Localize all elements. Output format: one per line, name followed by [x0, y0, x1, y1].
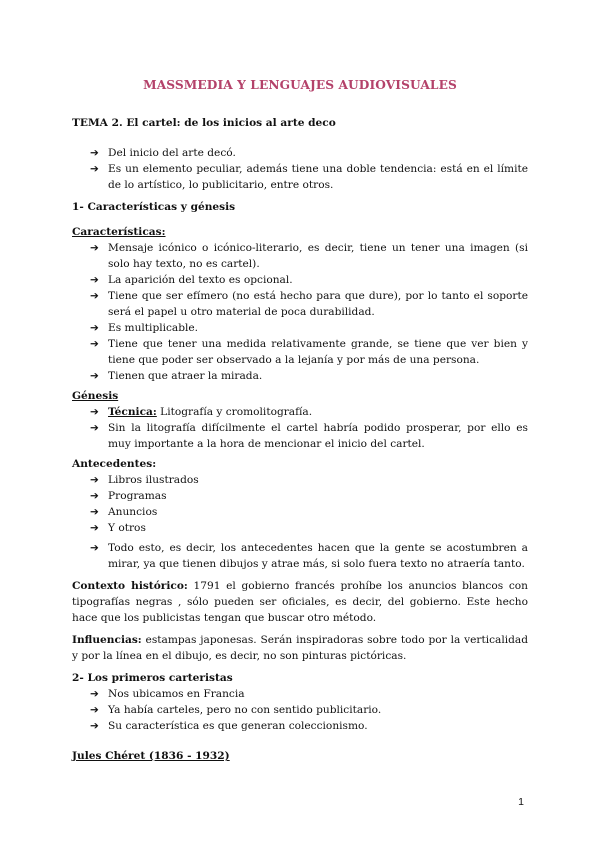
intro-list	[72, 145, 528, 193]
list-item: ➔ Todo esto, es decir, los antecedentes hacen que la gente se acostumbren a mirar, ya que tienen dibujos y atrae más, si solo fuera texto no atraería tanto.	[90, 542, 528, 570]
list-item: ➔ Nos ubicamos en Francia	[90, 688, 245, 700]
page-number: 1	[518, 796, 524, 808]
arrow-icon: ➔	[90, 422, 99, 434]
section-heading-1: 1- Características y génesis	[72, 201, 236, 213]
cheret-heading: Jules Chéret (1836 - 1932)	[72, 750, 230, 762]
arrow-icon: ➔	[90, 522, 99, 534]
list-item: ➔ Del inicio del arte decó.	[90, 147, 236, 159]
influencias-paragraph: Influencias: estampas japonesas. Serán inspiradoras sobre todo por la verticalidad y por la línea en el dibujo, es decir, no son pinturas pictóricas.	[72, 634, 528, 662]
antecedentes-heading: Antecedentes:	[72, 458, 157, 470]
list-item: ➔ Es multiplicable.	[90, 322, 199, 334]
list-item: ➔ Tiene que ser efímero (no está hecho para que dure), por lo tanto el soporte será el papel u otro material de poca durabilidad.	[90, 290, 528, 318]
list-item: ➔ Anuncios	[90, 506, 158, 518]
list-item: ➔ Y otros	[90, 522, 146, 534]
arrow-icon: ➔	[90, 406, 99, 418]
list-item: ➔ Mensaje icónico o icónico-literario, es decir, tiene un tener una imagen (si solo hay texto, no es cartel).	[90, 242, 528, 270]
list-item: ➔ Técnica: Litografía y cromolitografía.	[90, 406, 313, 418]
arrow-icon: ➔	[90, 147, 99, 159]
list-item: ➔ Su característica es que generan coleccionismo.	[90, 720, 368, 732]
list-item: ➔ Sin la litografía difícilmente el cartel habría podido prosperar, por ello es muy importante a la hora de mencionar el inicio del cartel.	[90, 422, 528, 450]
tecnica-label: Técnica:	[108, 406, 157, 418]
arrow-icon: ➔	[90, 720, 99, 732]
genesis-list	[72, 404, 528, 452]
arrow-icon: ➔	[90, 242, 99, 254]
arrow-icon: ➔	[90, 704, 99, 716]
caracteristicas-list	[72, 240, 528, 384]
contexto-label: Contexto histórico:	[72, 580, 188, 592]
arrow-icon: ➔	[90, 490, 99, 502]
section-heading-2: 2- Los primeros carteristas	[72, 672, 233, 684]
document-title: MASSMEDIA Y LENGUAJES AUDIOVISUALES	[143, 78, 457, 92]
arrow-icon: ➔	[90, 370, 99, 382]
list-item: ➔ Tienen que atraer la mirada.	[90, 370, 263, 382]
arrow-icon: ➔	[90, 274, 99, 286]
arrow-icon: ➔	[90, 322, 99, 334]
list-item: ➔ Libros ilustrados	[90, 474, 199, 486]
arrow-icon: ➔	[90, 338, 99, 350]
tema-heading: TEMA 2. El cartel: de los inicios al arte deco	[72, 117, 336, 129]
list-item: ➔ Es un elemento peculiar, además tiene una doble tendencia: está en el límite de lo artístico, lo publicitario, entre otros.	[90, 163, 528, 191]
caracteristicas-heading: Características:	[72, 226, 166, 238]
arrow-icon: ➔	[90, 474, 99, 486]
contexto-paragraph: Contexto histórico: 1791 el gobierno francés prohíbe los anuncios blancos con tipografías negras , sólo pueden ser oficiales, es decir, del gobierno. Este hecho hace que los publicistas tengan que buscar otro método.	[72, 580, 528, 624]
arrow-icon: ➔	[90, 163, 99, 175]
antecedentes-list	[72, 472, 528, 572]
document-body	[72, 115, 528, 764]
arrow-icon: ➔	[90, 290, 99, 302]
list-item: ➔ Programas	[90, 490, 167, 502]
arrow-icon: ➔	[90, 688, 99, 700]
list-item: ➔ Ya había carteles, pero no con sentido publicitario.	[90, 704, 382, 716]
arrow-icon: ➔	[90, 542, 99, 554]
arrow-icon: ➔	[90, 506, 99, 518]
section2-list	[72, 686, 528, 734]
influencias-label: Influencias:	[72, 634, 142, 646]
list-item: ➔ Tiene que tener una medida relativamente grande, se tiene que ver bien y tiene que poder ser observado a la lejanía y por más de una persona.	[90, 338, 528, 366]
list-item: ➔ La aparición del texto es opcional.	[90, 274, 293, 286]
genesis-heading: Génesis	[72, 390, 119, 402]
